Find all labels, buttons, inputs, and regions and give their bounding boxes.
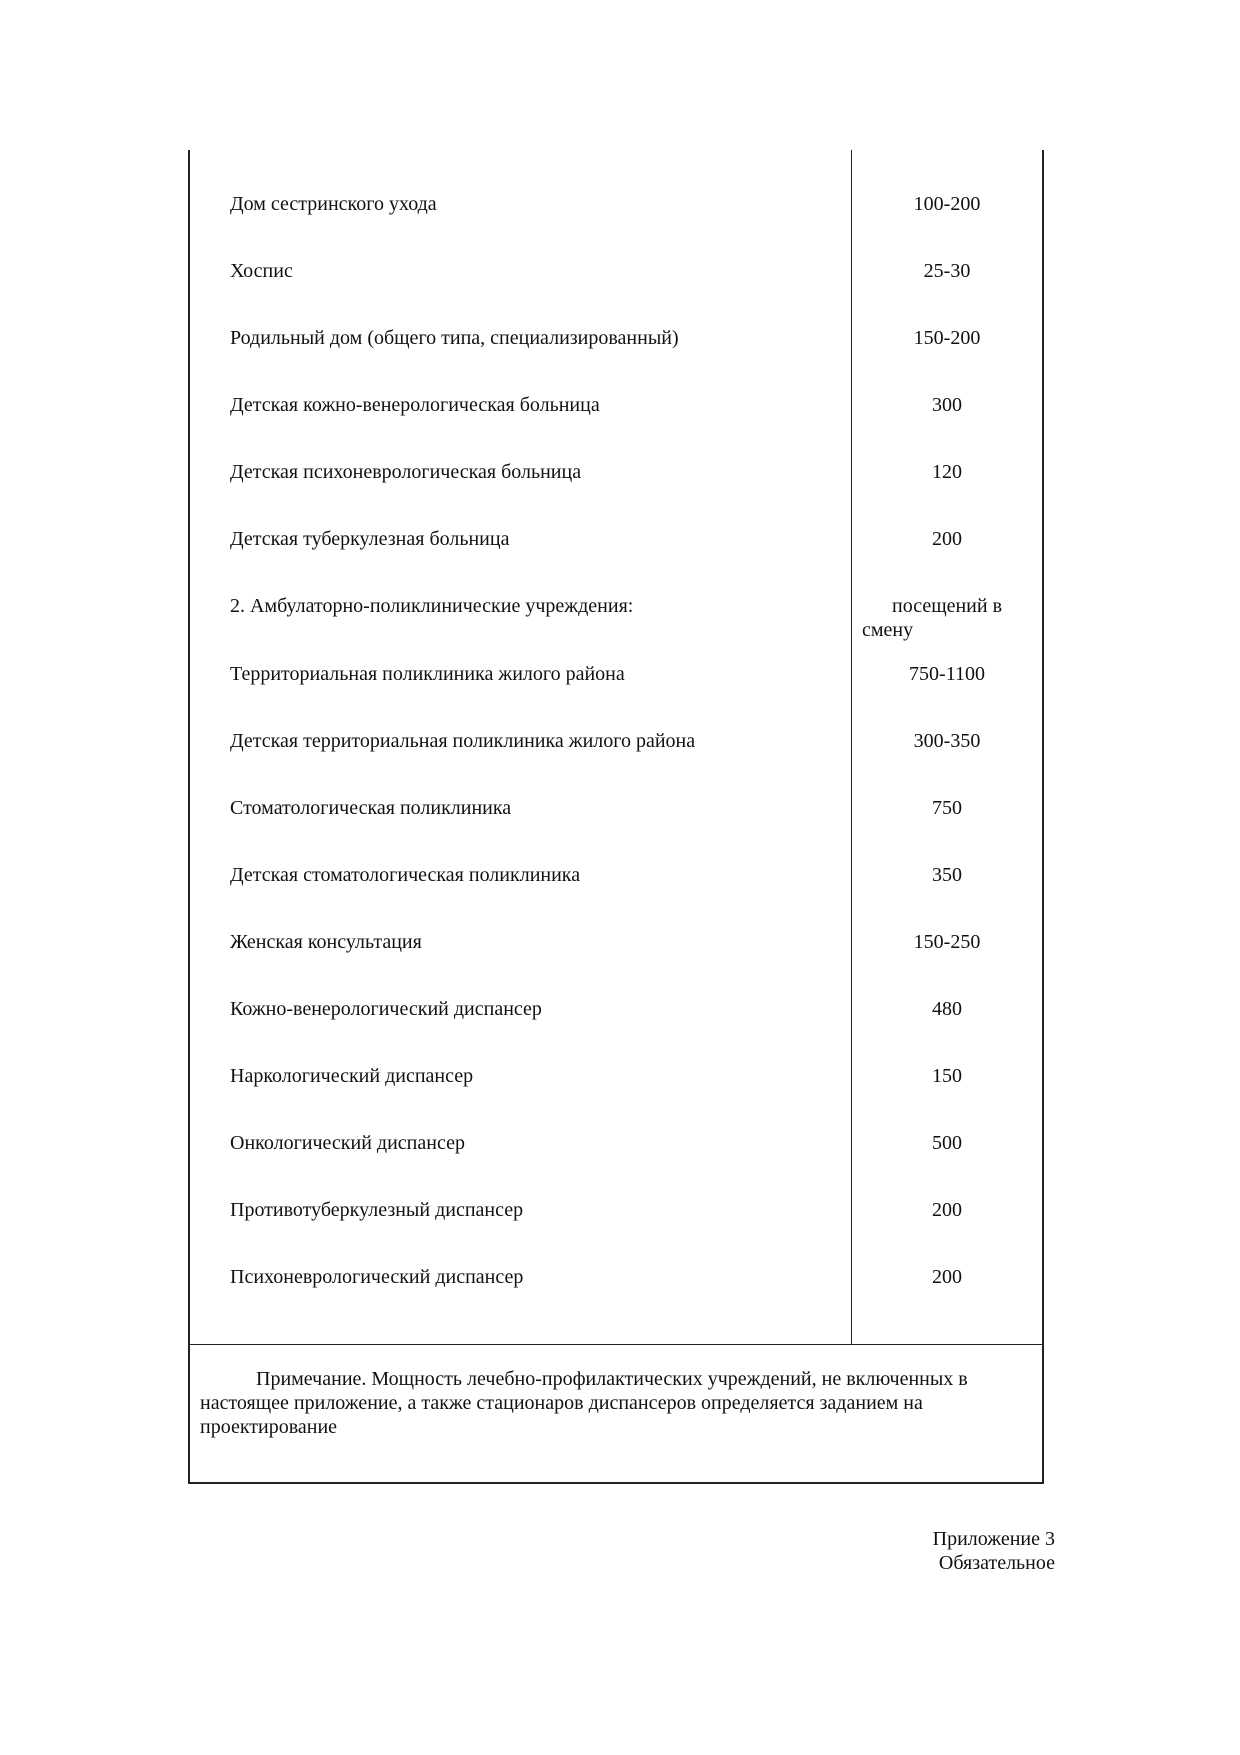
facility-name: Кожно-венерологический диспансер <box>230 998 542 1020</box>
capacity-value: 100-200 <box>913 193 981 215</box>
table-row <box>190 326 1042 393</box>
table-row <box>190 729 1042 796</box>
facility-name: Детская территориальная поликлиника жилого района <box>230 730 696 752</box>
table-row <box>190 1064 1042 1131</box>
table-row <box>190 259 1042 326</box>
table-note <box>190 1344 1042 1484</box>
capacity-value: 480 <box>932 998 962 1020</box>
capacity-value: 750 <box>932 797 962 819</box>
facility-name: Наркологический диспансер <box>230 1065 474 1087</box>
table-row <box>190 863 1042 930</box>
capacity-value: 200 <box>932 1266 962 1288</box>
facility-name: Родильный дом (общего типа, специализированный) <box>230 327 679 349</box>
facility-name: Территориальная поликлиника жилого района <box>230 663 625 685</box>
facility-name: Онкологический диспансер <box>230 1132 465 1154</box>
facility-capacity-table <box>188 150 1044 1484</box>
capacity-value: 500 <box>932 1132 962 1154</box>
table-row <box>190 460 1042 527</box>
note-text: Примечание. Мощность лечебно-профилактических учреждений, не включенных в настоящее приложение, а также стационаров диспансеров определяется заданием на проектирование <box>200 1368 968 1438</box>
appendix-title: Приложение 3 <box>932 1528 1055 1550</box>
appendix-heading <box>933 1527 1055 1575</box>
table-row <box>190 662 1042 729</box>
capacity-value: 350 <box>932 864 962 886</box>
facility-name: Детская стоматологическая поликлиника <box>230 864 581 886</box>
table-row <box>190 393 1042 460</box>
facility-name: Хоспис <box>230 260 293 282</box>
table-row <box>190 527 1042 594</box>
section-heading: 2. Амбулаторно-поликлинические учреждения: <box>230 595 634 617</box>
table-row <box>190 930 1042 997</box>
facility-name: Детская туберкулезная больница <box>230 528 510 550</box>
facility-name: Дом сестринского ухода <box>230 193 437 215</box>
table-row <box>190 1131 1042 1198</box>
table-row <box>190 1265 1042 1332</box>
facility-name: Женская консультация <box>230 931 422 953</box>
facility-name: Противотуберкулезный диспансер <box>230 1199 524 1221</box>
capacity-value: 200 <box>932 528 962 550</box>
capacity-unit: посещений в смену <box>862 595 1003 641</box>
facility-name: Стоматологическая поликлиника <box>230 797 512 819</box>
capacity-value: 200 <box>932 1199 962 1221</box>
table-row-section-header <box>190 594 1042 661</box>
capacity-value: 150-250 <box>913 931 981 953</box>
capacity-value: 150-200 <box>913 327 981 349</box>
facility-name: Детская психоневрологическая больница <box>230 461 582 483</box>
capacity-value: 120 <box>932 461 962 483</box>
table-row <box>190 1198 1042 1265</box>
capacity-value: 25-30 <box>923 260 971 282</box>
appendix-subtitle: Обязательное <box>938 1552 1055 1574</box>
table-row <box>190 997 1042 1064</box>
facility-name: Психоневрологический диспансер <box>230 1266 524 1288</box>
table-row <box>190 796 1042 863</box>
capacity-value: 300 <box>932 394 962 416</box>
table-row <box>190 192 1042 259</box>
capacity-value: 750-1100 <box>909 663 985 685</box>
capacity-value: 150 <box>932 1065 962 1087</box>
facility-name: Детская кожно-венерологическая больница <box>230 394 600 416</box>
capacity-value: 300-350 <box>913 730 981 752</box>
